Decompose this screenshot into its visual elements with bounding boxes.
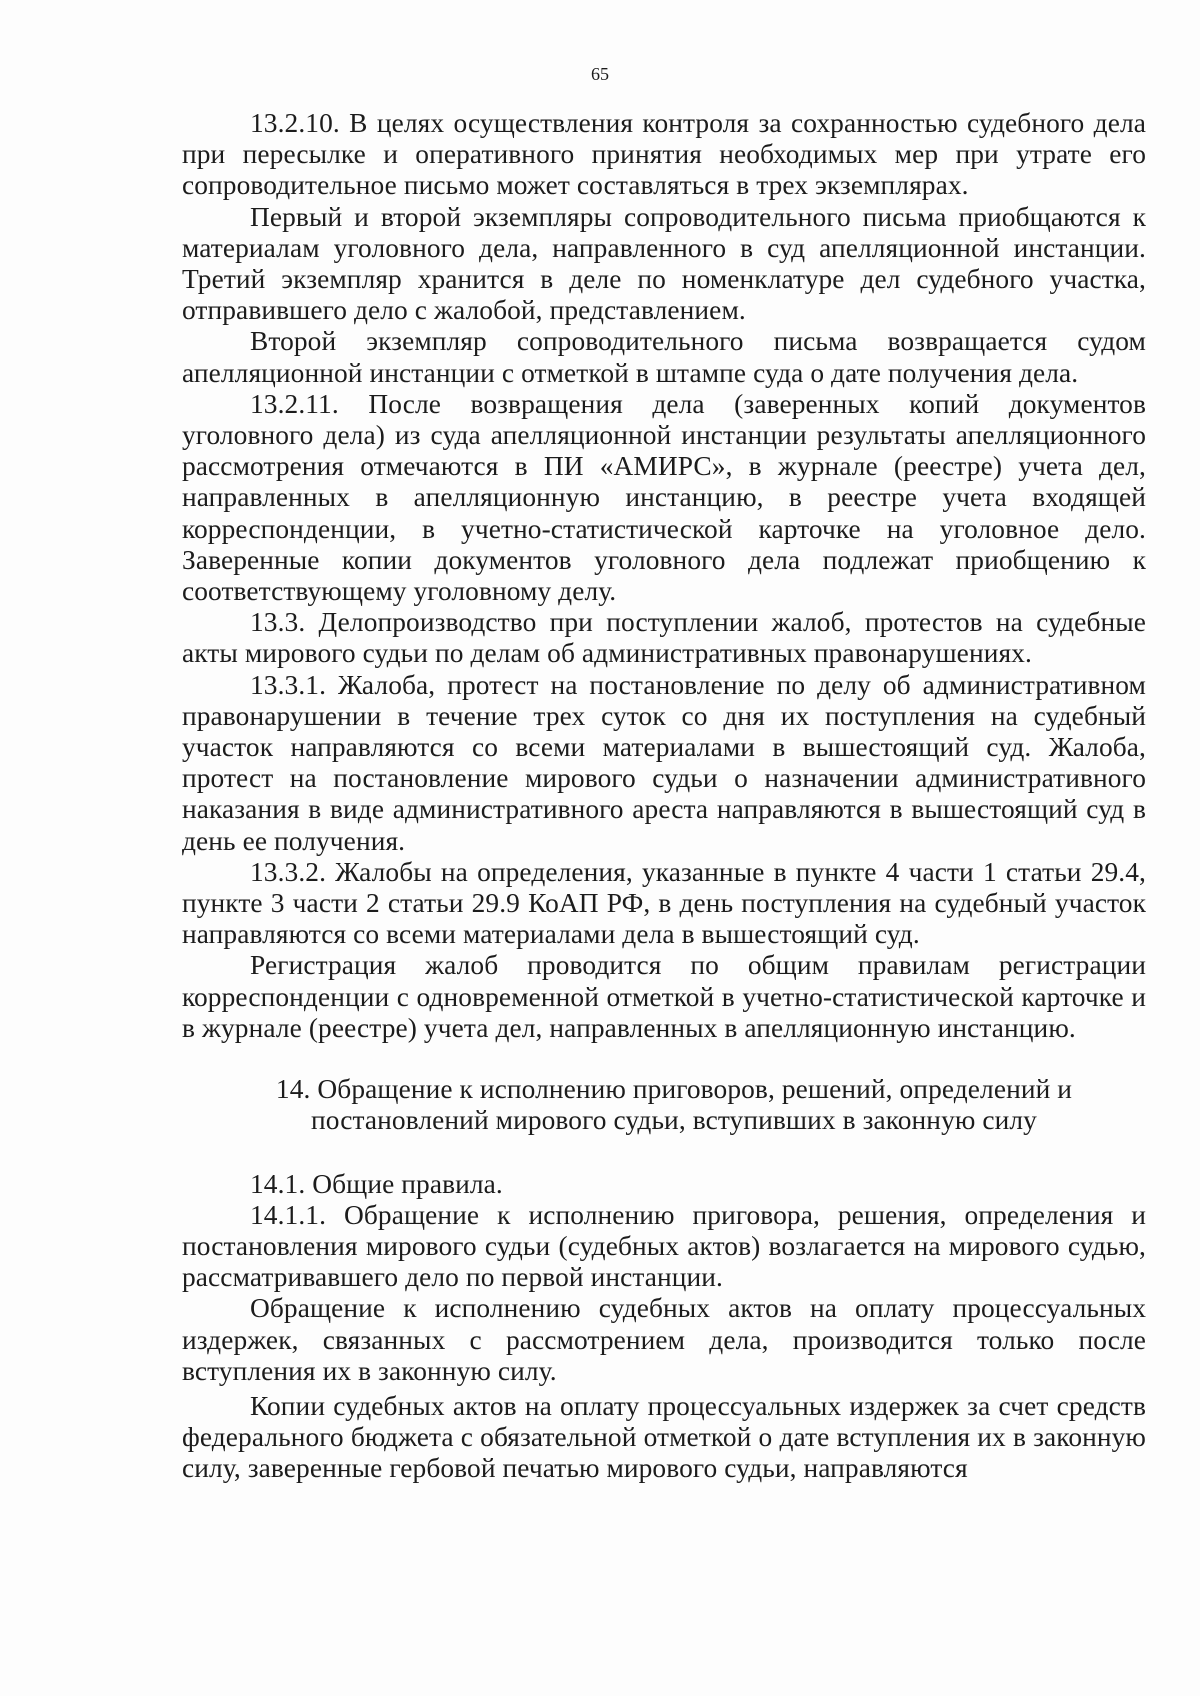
subsection-14-1-heading: 14.1. Общие правила. xyxy=(250,1168,503,1199)
paragraph-copies-attached: Первый и второй экземпляры сопроводительного письма приобщаются к материалам уголовного дела, направленного в суд апелляционной инстанции. Третий экземпляр хранится в деле по номенклатуре дел судебного участка, отправившего дело с жалобой, представлением. xyxy=(182,201,1146,326)
paragraph-13-2-11: 13.2.11. После возвращения дела (заверенных копий документов уголовного дела) из суда апелляционной инстанции результаты апелляционного рассмотрения отмечаются в ПИ «АМИРС», в журнале (реестре) учета дел, направленных в апелляционную инстанцию, в реестре учета входящей корреспонденции, в учетно-статистической карточке на уголовное дело. Заверенные копии документов уголовного дела подлежат приобщению к соответствующему уголовному делу. xyxy=(182,388,1146,607)
document-body xyxy=(182,108,1146,1485)
paragraph-14-1-1: 14.1.1. Обращение к исполнению приговора, решения, определения и постановления мирового судьи (судебных актов) возлагается на мирового судью, рассматривавшего дело по первой инстанции. xyxy=(182,1199,1146,1293)
paragraph-13-3: 13.3. Делопроизводство при поступлении жалоб, протестов на судебные акты мирового судьи по делам об административных правонарушениях. xyxy=(182,607,1146,669)
paragraph-procedural-costs: Обращение к исполнению судебных актов на оплату процессуальных издержек, связанных с рассмотрением дела, производится только после вступления их в законную силу. xyxy=(182,1293,1146,1386)
page-number: 65 xyxy=(591,64,609,84)
section-heading-line-1: 14. Обращение к исполнению приговоров, решений, определений и xyxy=(275,1074,1073,1105)
paragraph-13-3-1: 13.3.1. Жалоба, протест на постановление по делу об административном правонарушении в течение трех суток со дня их поступления на судебный участок направляются со всеми материалами в вышестоящий суд. Жалоба, протест на постановление мирового судьи о назначении административного наказания в виде административного ареста направляются в вышестоящий суд в день ее получения. xyxy=(182,669,1146,856)
paragraph-registration: Регистрация жалоб проводится по общим правилам регистрации корреспонденции с одновременной отметкой в учетно-статистической карточке и в журнале (реестре) учета дел, направленных в апелляционную инстанцию. xyxy=(182,950,1146,1043)
section-heading-line-2: постановлений мирового судьи, вступивших в законную силу xyxy=(311,1105,1037,1136)
paragraph-13-3-2: 13.3.2. Жалобы на определения, указанные в пункте 4 части 1 статьи 29.4, пункте 3 части 2 статьи 29.9 КоАП РФ, в день поступления на судебный участок направляются со всеми материалами дела в вышестоящий суд. xyxy=(182,856,1146,950)
paragraph-13-2-10: 13.2.10. В целях осуществления контроля за сохранностью судебного дела при пересылке и оперативного принятия необходимых мер при утрате его сопроводительное письмо может составляться в трех экземплярах. xyxy=(182,108,1146,201)
paragraph-second-copy-returned: Второй экземпляр сопроводительного письма возвращается судом апелляционной инстанции с отметкой в штампе суда о дате получения дела. xyxy=(182,326,1146,388)
paragraph-copies-federal-budget: Копии судебных актов на оплату процессуальных издержек за счет средств федерального бюджета с обязательной отметкой о дате вступления их в законную силу, заверенные гербовой печатью мирового судьи, направляются xyxy=(182,1390,1146,1484)
section-14-heading xyxy=(182,1074,1146,1136)
